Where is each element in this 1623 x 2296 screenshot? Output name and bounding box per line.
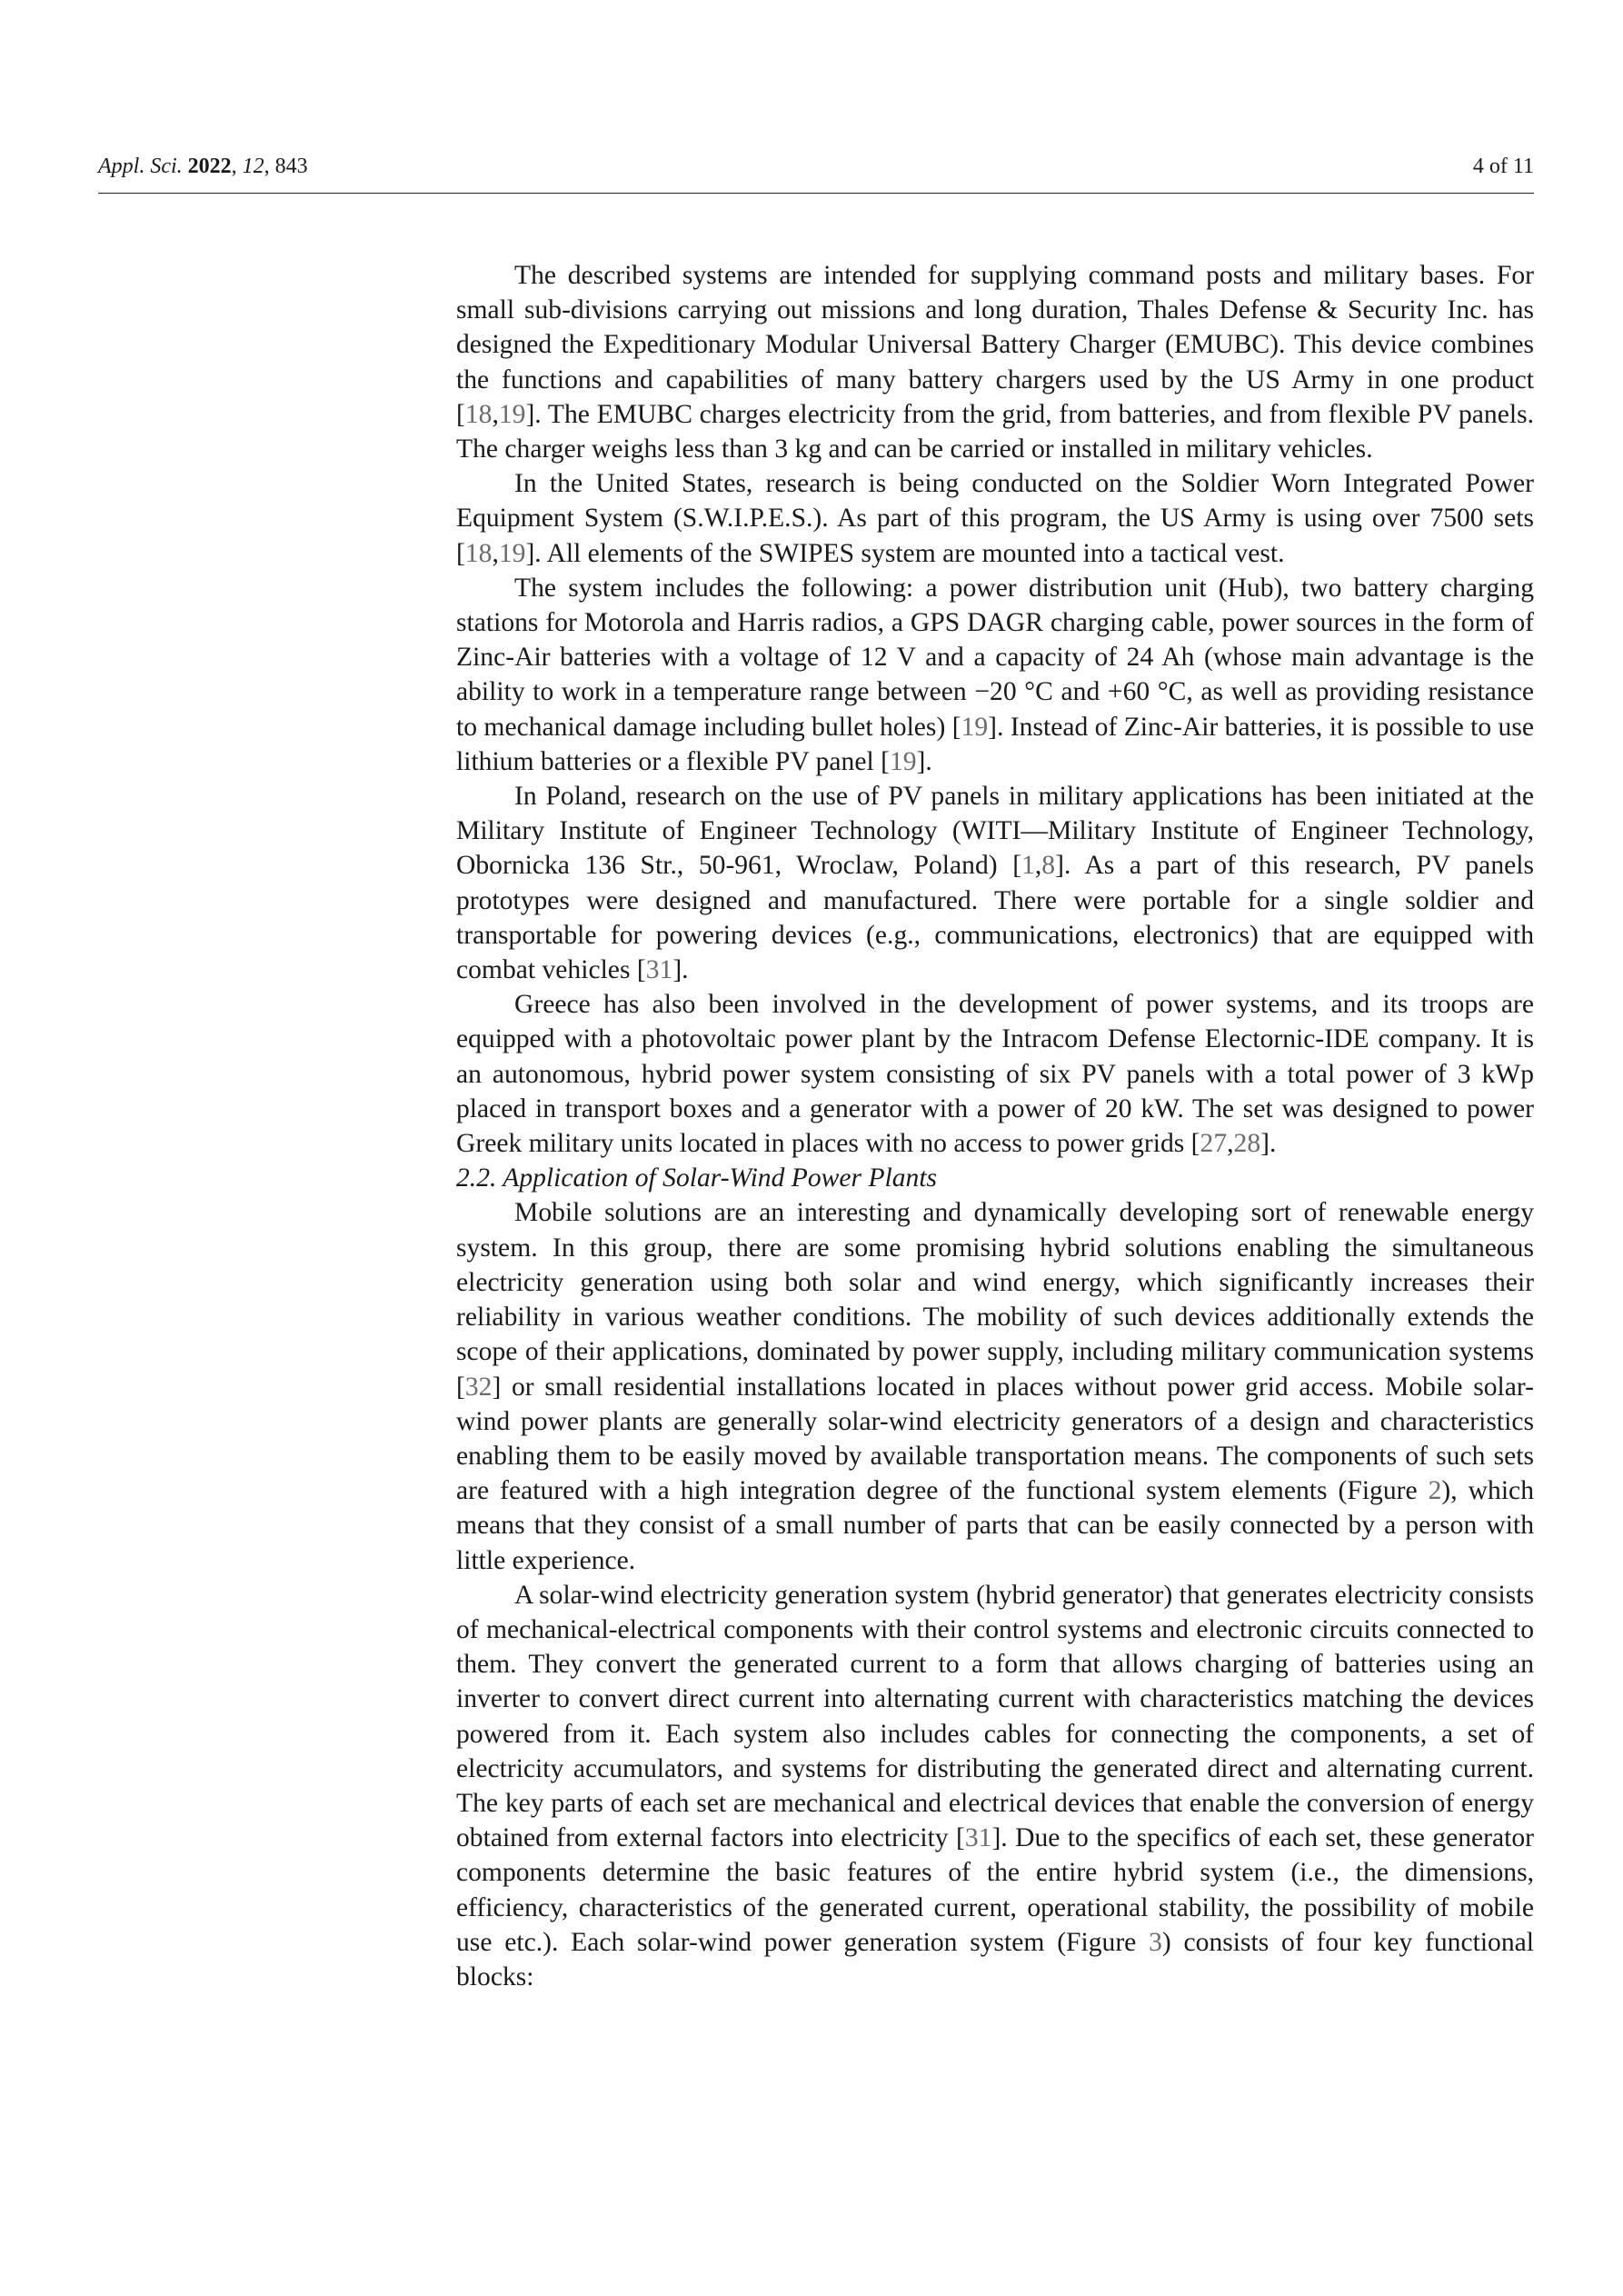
paragraph: Mobile solutions are an interesting and dynamically developing sort of renewable energy system. In this group, there are some promising hybrid solutions enabling the simultaneous electricity generation using both solar and wind energy, which significantly increases their reliability in various weather conditions. The mobility of such devices additionally extends the scope of their applications, dominated by power supply, including military communication systems [32] or small residential installations located in places without power grid access. Mobile solar-wind power plants are generally solar-wind electricity generators of a design and characteristics enabling them to be easily moved by available transportation means. The components of such sets are featured with a high integration degree of the functional system elements (Figure 2), which means that they consist of a small number of parts that can be easily connected by a person with little experience. [456,1198,1534,1575]
paragraph: In the United States, research is being conducted on the Soldier Worn Integrated Power Equipment System (S.W.I.P.E.S.). As part of this program, the US Army is using over 7500 sets [18,19]. All elements of the SWIPES system are mounted into a tactical vest. [456,469,1534,568]
citation-link[interactable]: 19 [498,538,526,568]
paragraph: In Poland, research on the use of PV panels in military applications has been initiated at the Military Institute of Engineer Technology (WITI—Military Institute of Engineer Technology, Obornicka 136 Str., 50-961, Wroclaw, Poland) [1,8]. As a part of this research, PV panels prototypes were designed and manufactured. There were portable for a single soldier and transportable for powering devices (e.g., communications, electronics) that are equipped with combat vehicles [31]. [456,782,1534,985]
running-header [98,152,1534,188]
article-number: 843 [274,155,308,178]
citation-link[interactable]: 18 [464,538,493,568]
volume: 12 [242,155,264,178]
paragraph: The system includes the following: a power distribution unit (Hub), two battery charging stations for Motorola and Harris radios, a GPS DAGR charging cable, power sources in the form of Zinc-Air batteries with a voltage of 12 V and a capacity of 24 Ah (whose main advantage is the ability to work in a temperature range between −20 °C and +60 °C, as well as providing resistance to mechanical damage including bullet holes) [19]. Instead of Zinc-Air batteries, it is possible to use lithium batteries or a flexible PV panel [19]. [456,573,1534,776]
citation-link[interactable]: 1 [1021,851,1035,881]
citation-link[interactable]: 27 [1200,1129,1228,1159]
figure-link[interactable]: 2 [1428,1476,1442,1506]
header-divider [98,193,1534,194]
journal-name: Appl. Sci. [98,155,183,178]
citation-link[interactable]: 19 [498,399,526,429]
citation-link[interactable]: 31 [645,955,673,985]
paragraph: The described systems are intended for supplying command posts and military bases. For small sub-divisions carrying out missions and long duration, Thales Defense & Security Inc. has designed the Expeditionary Modular Universal Battery Charger (EMUBC). This device combines the functions and capabilities of many battery chargers used by the US Army in one product [18,19]. The EMUBC charges electricity from the grid, from batteries, and from flexible PV panels. The charger weighs less than 3 kg and can be carried or installed in military vehicles. [456,261,1534,464]
citation-link[interactable]: 19 [961,712,989,742]
citation-link[interactable]: 28 [1233,1129,1261,1159]
header-sep: , [264,155,275,178]
citation-link[interactable]: 31 [964,1823,992,1853]
paragraph: Greece has also been involved in the development of power systems, and its troops are equipped with a photovoltaic power plant by the Intracom Defense Electornic-IDE company. It is an autonomous, hybrid power system consisting of six PV panels with a total power of 3 kWp placed in transport boxes and a generator with a power of 20 kW. The set was designed to power Greek military units located in places with no access to power grids [27,28]. [456,990,1534,1159]
citation-link[interactable]: 32 [464,1372,493,1402]
page-number: 4 of 11 [1472,155,1534,178]
article-body [456,258,1534,1994]
header-sep: , [231,155,243,178]
section-heading: 2.2. Application of Solar-Wind Power Plants [456,1163,938,1193]
figure-link[interactable]: 3 [1149,1927,1162,1957]
paragraph: A solar-wind electricity generation system (hybrid generator) that generates electricity consists of mechanical-electrical components with their control systems and electronic circuits connected to them. They convert the generated current to a form that allows charging of batteries using an inverter to convert direct current into alternating current with characteristics matching the devices powered from it. Each system also includes cables for connecting the components, a set of electricity accumulators, and systems for distributing the generated direct and alternating current. The key parts of each set are mechanical and electrical devices that enable the conversion of energy obtained from external factors into electricity [31]. Due to the specifics of each set, these generator components determine the basic features of the entire hybrid system (i.e., the dimensions, efficiency, characteristics of the generated current, operational stability, the possibility of mobile use etc.). Each solar-wind power generation system (Figure 3) consists of four key functional blocks: [456,1580,1535,1992]
citation-link[interactable]: 8 [1041,851,1056,881]
citation-link[interactable]: 19 [889,746,917,776]
year: 2022 [187,155,232,178]
citation-link[interactable]: 18 [464,399,493,429]
